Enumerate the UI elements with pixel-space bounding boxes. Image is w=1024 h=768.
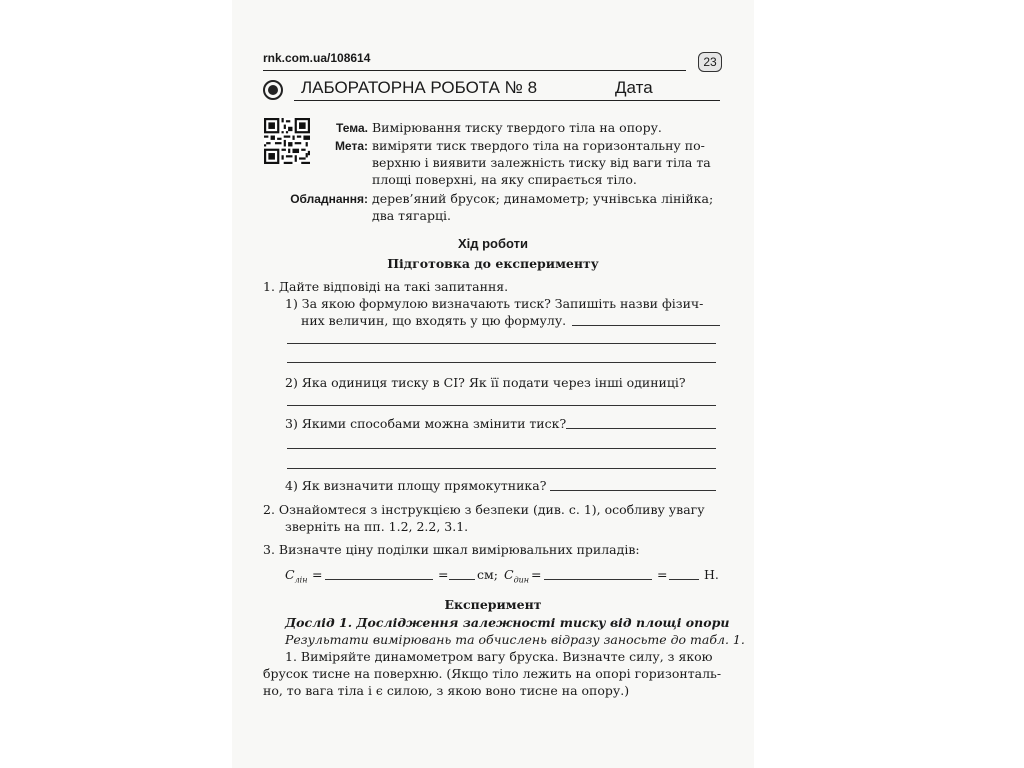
- goal-label: Мета:: [334, 139, 368, 153]
- source-url: rnk.com.ua/108614: [263, 51, 371, 65]
- experiment-instruction: Результати вимірювань та обчислень відразу заносьте до табл. 1.: [285, 632, 745, 647]
- c-lin-symbol: $C_{лін}$: [285, 567, 308, 585]
- question-2-cont: звернiть на пп. 1.2, 2.2, 3.1.: [285, 519, 469, 534]
- experiment-1-title: Дослід 1. Дослідження залежності тиску від площі опори: [285, 615, 730, 630]
- step-1-line: брусок тисне на поверхню. (Якщо тіло лежить на опорі горизонталь-: [263, 666, 722, 681]
- equals-sign: =: [312, 567, 323, 582]
- question-1-1: 1) За якою формулою визначають тиск? Запишіть назви фізич-: [285, 296, 704, 311]
- equals-sign: =: [657, 567, 668, 582]
- question-1-3: 3) Якими способами можна змінити тиск?: [285, 416, 567, 431]
- unit-cm: см;: [477, 567, 498, 582]
- answer-line[interactable]: [550, 490, 716, 491]
- equipment-line: два тягарці.: [372, 208, 451, 223]
- question-1-2: 2) Яка одиниця тиску в СІ? Як її подати через інші одиниці?: [285, 375, 686, 390]
- circle-bullet-icon: [263, 80, 283, 100]
- goal-line: площі поверхні, на яку спирається тіло.: [372, 172, 637, 187]
- goal-line: верхню і виявити залежність тиску від ваги тіла та: [372, 155, 711, 170]
- answer-line[interactable]: [566, 428, 716, 429]
- topic-label: Тема.: [336, 121, 368, 135]
- step-1-line: 1. Виміряйте динамометром вагу бруска. Визначте силу, з якою: [285, 649, 713, 664]
- c-lin-value-blank[interactable]: [449, 579, 475, 580]
- c-lin-fraction-blank[interactable]: [325, 579, 433, 580]
- preparation-heading: Підготовка до експерименту: [387, 256, 599, 271]
- answer-line[interactable]: [287, 343, 716, 344]
- equipment-label: Обладнання:: [290, 192, 368, 206]
- page-number: 23: [698, 52, 722, 72]
- question-3: 3. Визначте ціну поділки шкал вимірювальних приладів:: [263, 542, 640, 557]
- equals-sign: =: [438, 567, 449, 582]
- c-dyn-value-blank[interactable]: [669, 579, 699, 580]
- answer-line[interactable]: [287, 468, 716, 469]
- answer-line[interactable]: [287, 448, 716, 449]
- goal-line: виміряти тиск твердого тіла на горизонтальну по-: [372, 138, 705, 153]
- equipment-line: дерев’яний брусок; динамометр; учнівська лінійка;: [372, 191, 714, 206]
- topic-text: Вимірювання тиску твердого тіла на опору.: [372, 120, 662, 135]
- answer-line[interactable]: [572, 325, 720, 326]
- date-label: Дата: [615, 78, 653, 97]
- answer-line[interactable]: [287, 405, 716, 406]
- question-1-1-cont: них величин, що входять у цю формулу.: [301, 313, 567, 328]
- question-1: 1. Дайте відповіді на такі запитання.: [263, 279, 509, 294]
- question-1-4: 4) Як визначити площу прямокутника?: [285, 478, 547, 493]
- c-dyn-fraction-blank[interactable]: [544, 579, 652, 580]
- equals-sign: =: [531, 567, 542, 582]
- c-dyn-symbol: $C_{дин}$: [504, 567, 530, 585]
- procedure-heading: Хід роботи: [457, 236, 529, 251]
- experiment-heading: Експеримент: [444, 597, 542, 612]
- unit-newton: Н.: [704, 567, 719, 582]
- answer-line[interactable]: [287, 362, 716, 363]
- title-rule: [294, 100, 720, 101]
- lab-title: ЛАБОРАТОРНА РОБОТА № 8: [301, 78, 538, 97]
- header-rule: [263, 70, 686, 71]
- step-1-line: но, то вага тіла і є силою, з якою воно тисне на опору.): [263, 683, 630, 698]
- question-2: 2. Ознайомтеся з інструкцією з безпеки (див. с. 1), особливу увагу: [263, 502, 705, 517]
